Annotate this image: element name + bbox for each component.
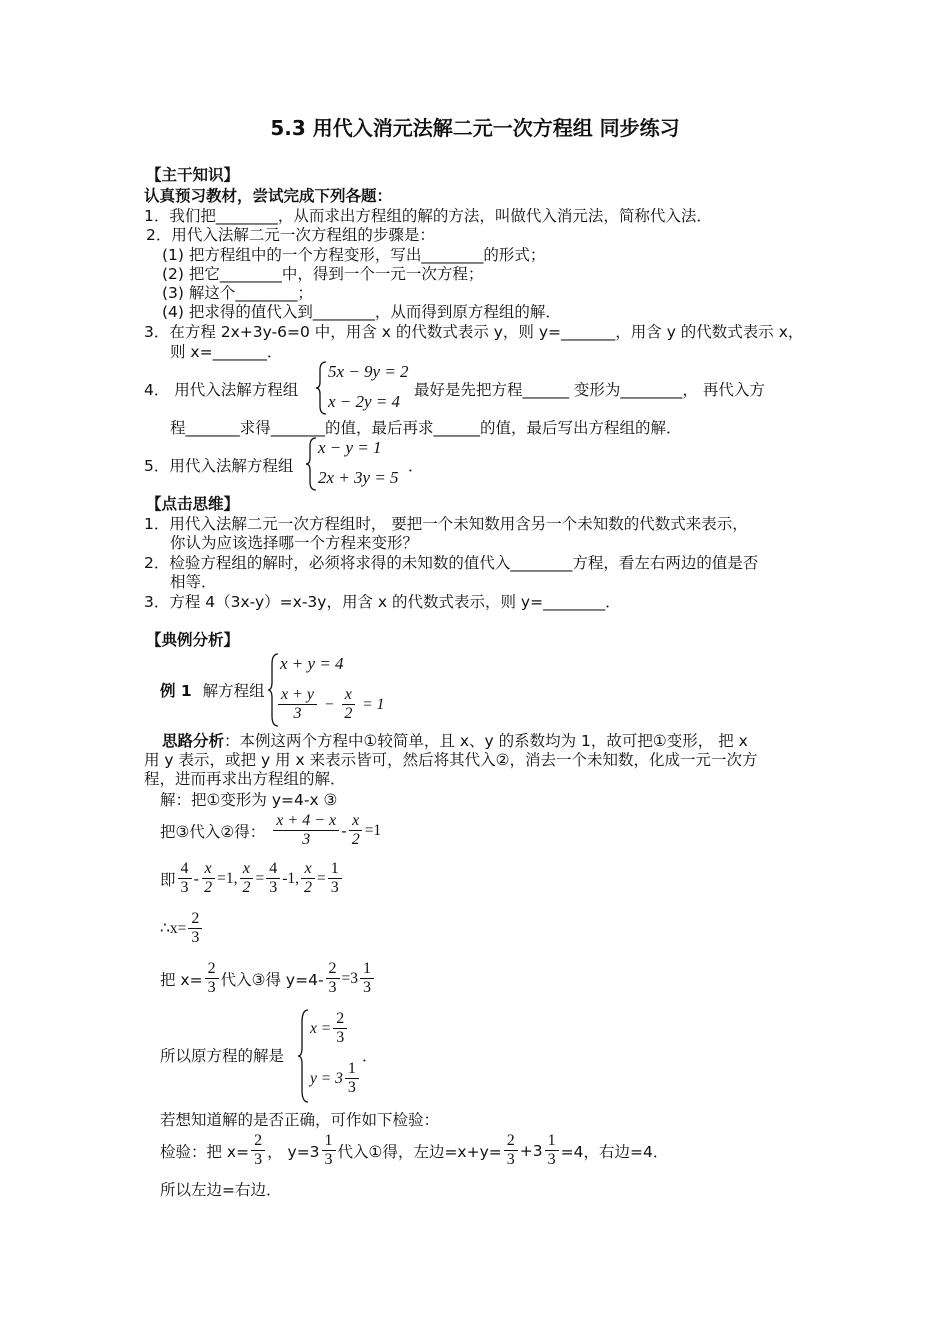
- idea-line-3: 程，进而再求出方程组的解．: [144, 770, 346, 788]
- step3-op4: -1,: [282, 869, 300, 887]
- step5-f3-den: 3: [363, 979, 372, 996]
- eq2-frac1-den: 3: [293, 705, 302, 722]
- step3-f1-num: 4: [178, 860, 192, 879]
- question-3-line-2: 则 x=_______．: [170, 343, 283, 361]
- final-conclusion: 所以左边=右边．: [160, 1181, 282, 1199]
- check-part-c: 代入①得，左边=x+y=: [337, 1142, 502, 1161]
- example-prompt: 解方程组: [202, 682, 265, 700]
- step2-rhs: =1: [364, 821, 382, 839]
- solution-step-3: [160, 860, 344, 897]
- idea-text-1: ：本例这两个方程中①较简单，且 x、y 的系数均为 1，故可把①变形， 把 x: [224, 732, 748, 750]
- step3-op1: -: [193, 869, 200, 888]
- question-1: 1．我们把________，从而求出方程组的解的方法，叫做代入消元法，简称代入法．: [144, 207, 712, 225]
- eq2-rhs: = 1: [362, 696, 385, 713]
- answer-prefix: 所以原方程的解是: [160, 1047, 285, 1065]
- thinking-3: 3．方程 4（3x-y）=x-3y，用含 x 的代数式表示，则 y=________．: [144, 593, 621, 611]
- solution-step-5: [160, 960, 376, 997]
- answer-suffix: ．: [362, 1047, 378, 1065]
- step5-f1-num: 2: [205, 960, 219, 979]
- answer-y-num: 1: [345, 1060, 359, 1079]
- eq2-frac1-num: x + y: [278, 686, 317, 705]
- question-2-step-3: (3) 解这个________；: [162, 284, 313, 302]
- step3-f6-num: 1: [328, 860, 342, 879]
- step5-f2-den: 3: [328, 979, 337, 996]
- q5-brace: [304, 436, 318, 492]
- check-part-b: ， y=3: [267, 1142, 320, 1161]
- step3-f2-num: x: [202, 860, 215, 879]
- check-part-e: =4，右边=4．: [560, 1142, 669, 1161]
- answer-x-num: 2: [333, 1010, 347, 1029]
- example-number: 例 1: [160, 682, 192, 700]
- step3-op3: =: [255, 869, 265, 887]
- question-4-line-2: 程_______求得_______的值，最后再求______的值，最后写出方程组的解．: [170, 419, 682, 437]
- thinking-2-line-1: 2．检验方程组的解时，必须将求得的未知数的值代入________方程，看左右两边的值是否: [144, 554, 759, 572]
- check-part-a: 检验：把 x=: [160, 1142, 250, 1161]
- idea-line-2: 用 y 表示，或把 y 用 x 来表示皆可，然后将其代入②，消去一个未知数，化成一元一次方: [144, 751, 758, 769]
- answer-x-label: x =: [310, 1019, 332, 1037]
- answer-y-label: y = 3: [310, 1069, 343, 1087]
- solution-step-2: [160, 812, 381, 849]
- section-heading-thinking: 【点击思维】: [146, 495, 240, 513]
- question-2: 2．用代入法解二元一次方程组的步骤是：: [146, 226, 435, 244]
- step3-f4-den: 3: [269, 879, 278, 896]
- step3-f5-den: 2: [304, 879, 313, 896]
- step5-f3-num: 1: [360, 960, 374, 979]
- step2-prefix: 把③代入②得：: [160, 822, 266, 841]
- step4-f-den: 3: [191, 929, 200, 946]
- example-equation-1: x + y = 4: [280, 654, 344, 673]
- q4-equation-1: 5x − 9y = 2: [328, 362, 409, 381]
- step2-frac2-num: x: [349, 812, 362, 831]
- question-4-suffix: 最好是先把方程______ 变形为________， 再代入方: [414, 381, 765, 399]
- check-f4-num: 1: [545, 1132, 559, 1151]
- check-intro: 若想知道解的是否正确，可作如下检验：: [160, 1111, 440, 1129]
- example-equation-2: [276, 686, 384, 723]
- step5-part-b: 代入③得 y=4-: [220, 970, 324, 989]
- q5-equation-2: 2x + 3y = 5: [318, 468, 399, 487]
- step3-f5-num: x: [301, 860, 314, 879]
- page-title: 5.3 用代入消元法解二元一次方程组 同步练习: [270, 116, 680, 140]
- step3-op2: =1,: [217, 869, 238, 887]
- eq2-minus: −: [323, 696, 335, 713]
- step3-f4-num: 4: [266, 860, 280, 879]
- eq2-frac2-den: 2: [344, 705, 353, 722]
- answer-x-den: 3: [336, 1029, 345, 1046]
- check-f2-den: 3: [324, 1151, 333, 1168]
- question-5-prefix: 5．用代入法解方程组: [144, 457, 294, 475]
- check-f2-num: 1: [322, 1132, 336, 1151]
- question-5-suffix: ．: [408, 457, 424, 475]
- step4-f-num: 2: [188, 910, 202, 929]
- check-f3-den: 3: [506, 1151, 515, 1168]
- idea-label: 思路分析: [162, 732, 225, 750]
- step5-f2-num: 2: [326, 960, 340, 979]
- thinking-1-line-1: 1．用代入法解二元一次方程组时， 要把一个未知数用含另一个未知数的代数式来表示，: [144, 515, 748, 533]
- idea-line-1: [162, 731, 748, 751]
- step5-part-c: =3: [341, 969, 359, 987]
- answer-y: [310, 1060, 361, 1097]
- step2-frac2-den: 2: [351, 831, 360, 848]
- step3-f1-den: 3: [180, 879, 189, 896]
- answer-x: [310, 1010, 349, 1047]
- step4-prefix: ∴x=: [160, 920, 187, 937]
- question-2-step-2: (2) 把它________中，得到一个一元一次方程；: [162, 265, 484, 283]
- step5-part-a: 把 x=: [160, 970, 203, 989]
- step3-f3-num: x: [240, 860, 253, 879]
- step2-frac-num: x + 4 − x: [273, 812, 339, 831]
- question-3-line-1: 3．在方程 2x+3y-6=0 中，用含 x 的代数式表示 y，则 y=_______，用含 y 的代数式表示 x，: [144, 323, 804, 341]
- q5-equation-1: x − y = 1: [318, 438, 382, 457]
- check-f3-num: 2: [504, 1132, 518, 1151]
- q4-equation-2: x − 2y = 4: [328, 392, 401, 411]
- example-1-label: [160, 681, 265, 701]
- answer-y-den: 3: [347, 1079, 356, 1096]
- solution-step-1: 解：把①变形为 y=4-x ③: [160, 791, 338, 809]
- check-f4-den: 3: [547, 1151, 556, 1168]
- step2-minus: -: [341, 821, 347, 840]
- check-part-d: +3: [519, 1141, 543, 1160]
- section-heading-example-analysis: 【典例分析】: [146, 631, 240, 649]
- check-line: [160, 1132, 668, 1169]
- question-2-step-1: (1) 把方程组中的一个方程变形，写出________的形式；: [162, 246, 546, 264]
- question-2-step-4: (4) 把求得的值代入到________，从而得到原方程组的解．: [162, 303, 561, 321]
- check-f1-num: 2: [251, 1132, 265, 1151]
- eq2-frac2-num: x: [342, 686, 355, 705]
- thinking-1-line-2: 你认为应该选择哪一个方程来变形？: [170, 534, 419, 552]
- q4-brace: [314, 360, 328, 416]
- question-4-prefix: 4． 用代入法解方程组: [144, 381, 299, 399]
- section-heading-main-knowledge: 【主干知识】: [146, 166, 240, 184]
- thinking-2-line-2: 相等．: [170, 573, 217, 591]
- step2-frac-den: 3: [302, 831, 311, 848]
- step3-f3-den: 2: [242, 879, 251, 896]
- step3-prefix: 即: [160, 870, 176, 889]
- solution-step-4: [160, 910, 204, 947]
- step3-f6-den: 3: [330, 879, 339, 896]
- step3-f2-den: 2: [204, 879, 213, 896]
- check-f1-den: 3: [254, 1151, 263, 1168]
- step3-op5: =: [317, 869, 326, 887]
- step5-f1-den: 3: [207, 979, 216, 996]
- answer-brace: [296, 1008, 310, 1104]
- preview-instruction: 认真预习教材，尝试完成下列各题：: [144, 187, 393, 205]
